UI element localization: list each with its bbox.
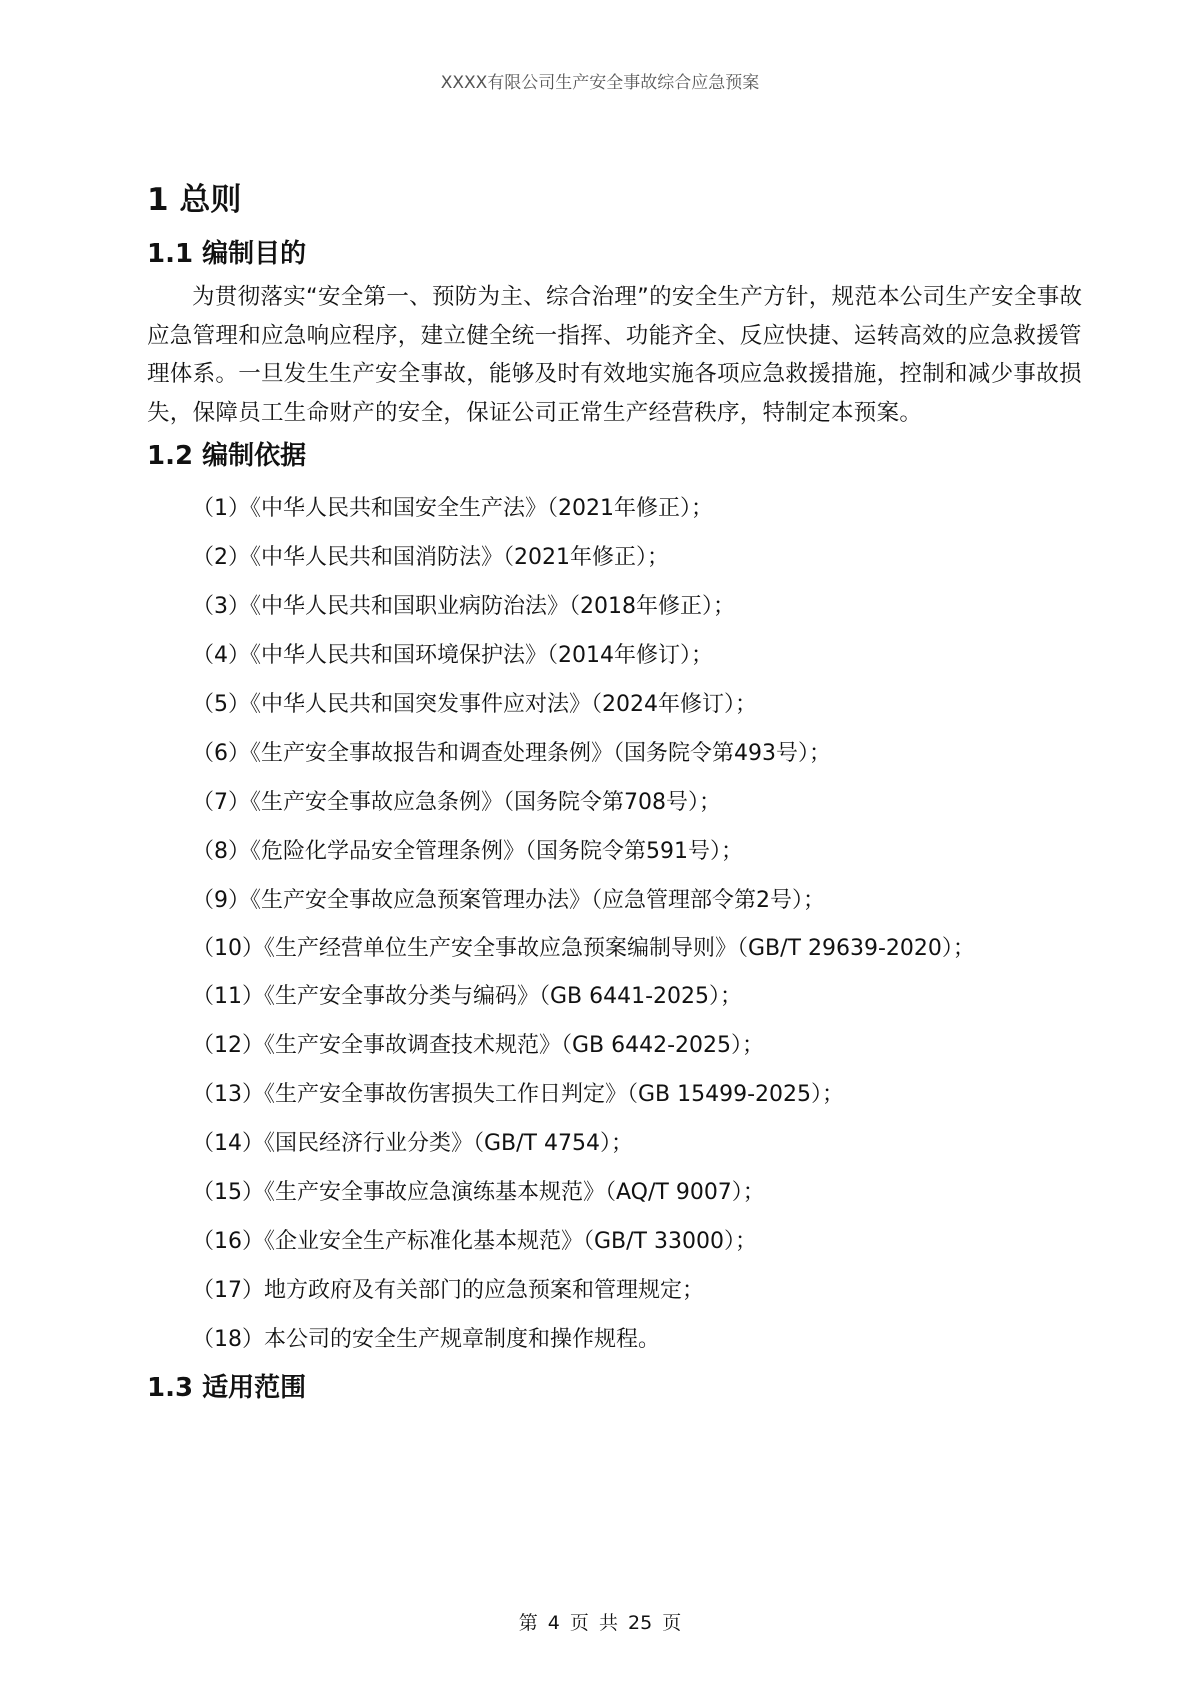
section-1-1-title: 1.1 编制目的 [147, 239, 307, 269]
chapter-title: 1 总则 [147, 182, 242, 218]
page-body [147, 170, 1087, 1412]
section-1-1-paragraph: 为贯彻落实“安全第一、预防为主、综合治理”的安全生产方针，规范本公司生产安全事故应急管理和应急响应程序，建立健全统一指挥、功能齐全、反应快捷、运转高效的应急救援管理体系。一旦发生生产安全事故，能够及时有效地实施各项应急救援措施，控制和减少事故损失，保障员工生命财产的安全，保证公司正常生产经营秩序，特制定本预案。 [147, 284, 1083, 426]
page-number: 第 4 页 共 25 页 [518, 1612, 682, 1634]
list-item: （18）本公司的安全生产规章制度和操作规程。 [192, 1327, 660, 1352]
list-item: （5）《中华人民共和国突发事件应对法》（2024年修订）； [192, 692, 757, 717]
list-item: （17）地方政府及有关部门的应急预案和管理规定； [192, 1278, 704, 1303]
list-item: （3）《中华人民共和国职业病防治法》（2018年修正）； [192, 594, 735, 619]
list-item: （1）《中华人民共和国安全生产法》（2021年修正）； [192, 496, 713, 521]
section-1-3-title: 1.3 适用范围 [147, 1373, 307, 1403]
list-item: （15）《生产安全事故应急演练基本规范》（AQ/T 9007）； [192, 1180, 765, 1205]
list-item: （7）《生产安全事故应急条例》（国务院令第708号）； [192, 790, 721, 815]
list-item: （14）《国民经济行业分类》（GB/T 4754）； [192, 1131, 633, 1156]
list-item: （11）《生产安全事故分类与编码》（GB 6441-2025）； [192, 984, 743, 1009]
running-header: XXXX有限公司生产安全事故综合应急预案 [440, 73, 760, 93]
list-item: （8）《危险化学品安全管理条例》（国务院令第591号）； [192, 839, 743, 864]
list-item: （2）《中华人民共和国消防法》（2021年修正）； [192, 545, 669, 570]
list-item: （10）《生产经营单位生产安全事故应急预案编制导则》（GB/T 29639-2020）； [192, 936, 975, 961]
list-item: （6）《生产安全事故报告和调查处理条例》（国务院令第493号）； [192, 741, 831, 766]
basis-list [147, 484, 1087, 1364]
list-item: （12）《生产安全事故调查技术规范》（GB 6442-2025）； [192, 1033, 765, 1058]
list-item: （16）《企业安全生产标准化基本规范》（GB/T 33000）； [192, 1229, 757, 1254]
list-item: （4）《中华人民共和国环境保护法》（2014年修订）； [192, 643, 713, 668]
list-item: （13）《生产安全事故伤害损失工作日判定》（GB 15499-2025）； [192, 1082, 845, 1107]
list-item: （9）《生产安全事故应急预案管理办法》（应急管理部令第2号）； [192, 888, 825, 913]
section-1-2-title: 1.2 编制依据 [147, 441, 307, 471]
